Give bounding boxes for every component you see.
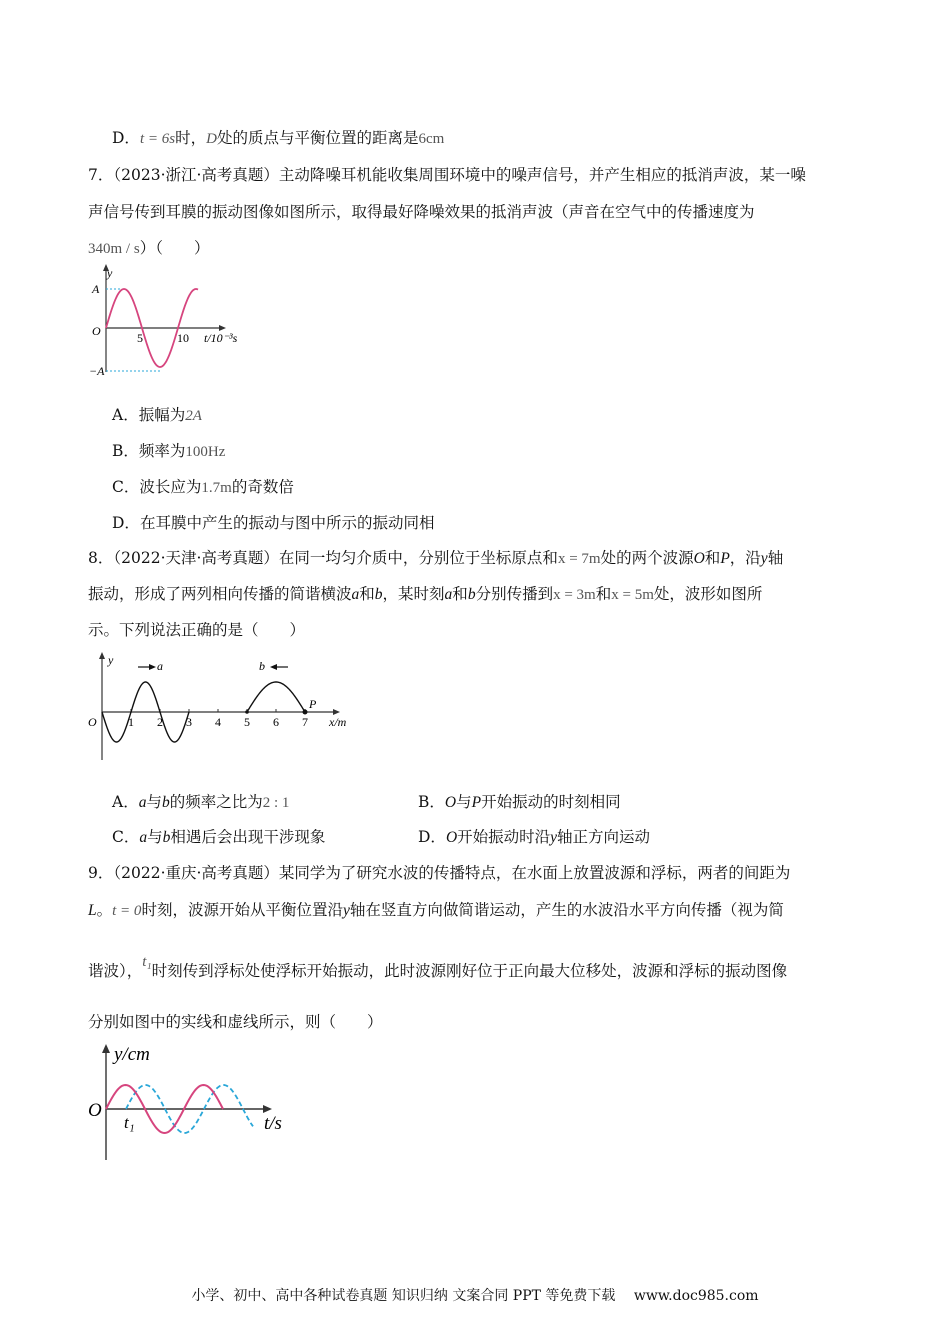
math-ratio: 2 : 1 [262, 795, 290, 811]
option-label: A． [112, 793, 139, 811]
y-axis-arrow [102, 1044, 110, 1053]
math-x5: x = 5m [611, 587, 654, 603]
option-text: 频率为 [138, 442, 186, 460]
y-axis-label: y/cm [114, 1044, 150, 1065]
q8-option-c[interactable] [112, 826, 325, 849]
option-text: 振幅为 [138, 406, 186, 424]
text: ，沿 [729, 549, 761, 567]
origin-label: O [88, 1100, 102, 1121]
option-label: B． [418, 793, 445, 811]
b-label: b [259, 659, 265, 673]
text: 的频率之比为 [169, 793, 263, 811]
q7-option-a[interactable] [112, 404, 202, 427]
q7-vibration-graph [82, 262, 262, 384]
q9-stem-line4: 分别如图中的实线和虚线所示，则（ ） [88, 1013, 383, 1031]
var-a: a [139, 829, 148, 846]
text: 时刻传到浮标处使浮标开始振动，此时波源刚好位于正向最大位移处，波源和浮标的振动图像 [151, 962, 788, 980]
origin-label: O [88, 715, 97, 729]
var-p: P [720, 550, 730, 567]
q8-stem-line2 [88, 583, 762, 606]
q7-stem-line1 [88, 164, 806, 186]
stem-text: （2023·浙江·高考真题）主动降噪耳机能收集周围环境中的噪声信号，并产生相应的抵消声波，某一噪 [113, 166, 806, 184]
q8-option-b[interactable] [418, 791, 621, 814]
text: 。 [96, 901, 113, 919]
var-o: O [693, 550, 705, 567]
option-text: 波长应为 [139, 478, 202, 496]
t-axis-arrow [263, 1105, 272, 1113]
math-x3: x = 3m [553, 587, 596, 603]
x-tick-label: 4 [215, 715, 221, 729]
text: 和 [704, 549, 721, 567]
math-t1: t₁ [142, 954, 152, 970]
math-t: t = 6s [139, 131, 176, 147]
text: 处，波形如图所 [653, 585, 763, 603]
q7-option-d[interactable] [112, 512, 434, 534]
a-label: A [92, 282, 100, 296]
text: 轴 [767, 549, 784, 567]
var-y: y [760, 550, 768, 567]
text: 与 [456, 793, 472, 811]
text: 处的质点与平衡位置的距离是 [216, 129, 419, 147]
text: 和 [452, 585, 468, 603]
x-tick-label: 7 [302, 715, 308, 729]
arrow-left-b-head [270, 664, 277, 670]
text: 开始振动的时刻相同 [481, 793, 621, 811]
text: 轴在竖直方向做简谐运动，产生的水波沿水平方向传播（视为简 [349, 901, 784, 919]
var-l: L [88, 902, 97, 919]
text: 和 [359, 585, 375, 603]
var-o: O [444, 794, 457, 811]
q9-stem-line3 [88, 954, 788, 983]
text: 时刻，波源开始从平衡位置沿 [141, 901, 343, 919]
t-axis-label: t/10⁻³s [204, 331, 238, 345]
text: 和 [595, 585, 612, 603]
var-b: b [162, 829, 171, 846]
tick-5: 5 [137, 331, 143, 345]
a-label: a [157, 659, 163, 673]
q9-stem-line2 [88, 899, 784, 922]
text: 谐波）， [88, 962, 143, 980]
t1-label: t₁ [124, 1113, 135, 1132]
q7-stem-line3 [88, 237, 209, 260]
q7-option-b[interactable] [112, 440, 225, 463]
option-label: B． [112, 442, 139, 460]
x-tick-label: 1 [128, 715, 134, 729]
q8-wave-graph [86, 650, 366, 765]
point-5 [245, 710, 249, 714]
var-y: y [550, 829, 558, 846]
math-d: D [206, 131, 217, 147]
text: 时， [175, 129, 207, 147]
option-label: D． [418, 828, 446, 846]
option-text: 在耳膜中产生的振动与图中所示的振动同相 [139, 514, 435, 532]
text: 振动，形成了两列相向传播的简谐横波 [88, 585, 352, 603]
q8-stem-line3: 示。下列说法正确的是（ ） [88, 621, 306, 639]
option-math: 100Hz [185, 444, 226, 460]
p-label: P [309, 697, 317, 711]
q8-stem-line1 [88, 547, 783, 570]
x-tick-label: 2 [157, 715, 163, 729]
text: 分别传播到 [475, 585, 554, 603]
var-a: a [444, 586, 453, 603]
t-axis-label: t/s [264, 1113, 282, 1134]
math-val: 6cm [418, 131, 445, 147]
x-tick-label: 6 [273, 715, 279, 729]
text: 与 [147, 828, 163, 846]
text: 与 [146, 793, 162, 811]
var-p: P [471, 794, 482, 811]
var-a: a [138, 794, 147, 811]
origin-label: O [92, 324, 101, 338]
var-a: a [351, 586, 360, 603]
option-label: C． [112, 828, 140, 846]
neg-a-label: −A [89, 364, 105, 378]
footer: 小学、初中、高中各种试卷真题 知识归纳 文案合同 PPT 等免费下载 www.doc985.com [191, 1288, 759, 1304]
q8-option-d[interactable] [418, 826, 650, 849]
option-math: 2A [185, 408, 202, 424]
text: 开始振动时沿 [457, 828, 551, 846]
text: 轴正方向运动 [557, 828, 651, 846]
option-label: A． [112, 406, 139, 424]
var-b: b [467, 586, 476, 603]
wave-b-curve [247, 682, 305, 712]
x-tick-label: 3 [186, 715, 192, 729]
math-t0: t = 0 [112, 903, 142, 919]
point-p [303, 710, 308, 715]
stem-text: ）（ ） [139, 239, 210, 257]
y-axis-arrow [99, 652, 105, 659]
option-math: 1.7m [201, 480, 232, 496]
var-b: b [374, 586, 383, 603]
question-number: 9． [88, 864, 114, 882]
text: ，某时刻 [382, 585, 445, 603]
var-b: b [161, 794, 170, 811]
text: 相遇后会出现干涉现象 [170, 828, 326, 846]
x-tick-label: 5 [244, 715, 250, 729]
question-number: 7． [88, 166, 114, 184]
var-o: O [445, 829, 458, 846]
y-label: y [108, 653, 114, 667]
question-number: 8． [88, 549, 114, 567]
option-label: D． [112, 514, 140, 532]
var-y: y [342, 902, 350, 919]
math-x7: x = 7m [557, 551, 601, 567]
tick-10: 10 [177, 331, 189, 345]
y-label: y [107, 266, 113, 280]
math-speed: 340m / s [88, 241, 140, 257]
q9-vibration-graph [84, 1040, 304, 1165]
text: （2022·重庆·高考真题）某同学为了研究水波的传播特点，在水面上放置波源和浮标，两者的间距为 [113, 864, 791, 882]
option-tail: 的奇数倍 [231, 478, 294, 496]
x-axis-label: x/m [329, 715, 347, 729]
option-label: D． [112, 129, 140, 147]
text: （2022·天津·高考真题）在同一均匀介质中，分别位于坐标原点和 [113, 549, 558, 567]
q7-stem-line2: 声信号传到耳膜的振动图像如图所示，取得最好降噪效果的抵消声波（声音在空气中的传播速度为 [88, 203, 755, 221]
text: 处的两个波源 [600, 549, 694, 567]
option-label: C． [112, 478, 140, 496]
q8-option-a[interactable] [112, 791, 289, 814]
q9-stem-line1 [88, 862, 790, 884]
q6-option-d[interactable] [112, 127, 444, 150]
arrow-right-a-head [149, 664, 156, 670]
q7-option-c[interactable] [112, 476, 294, 499]
